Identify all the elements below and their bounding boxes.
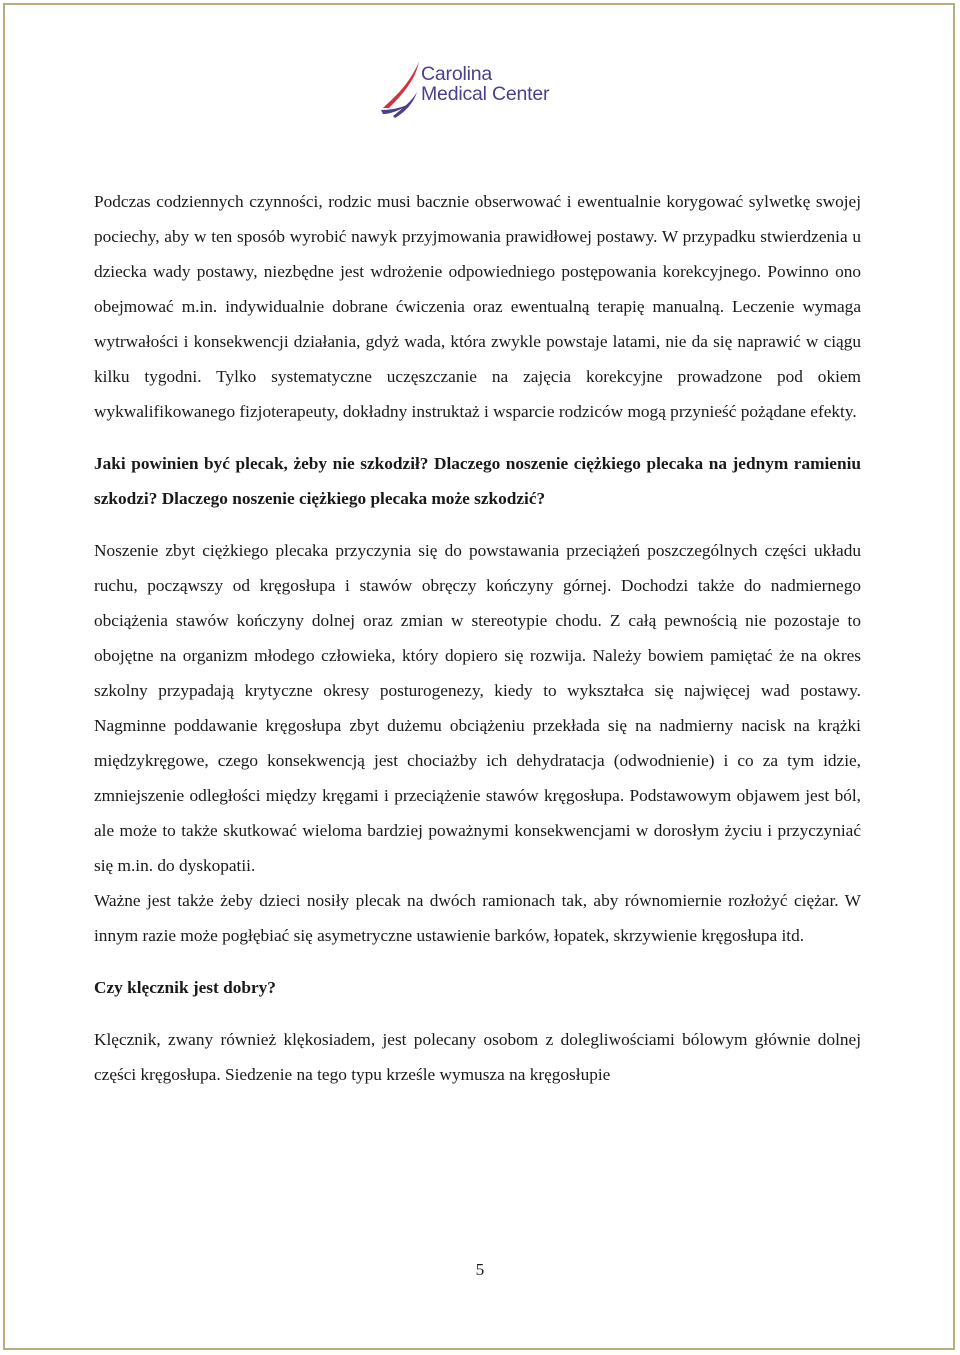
paragraph-posture-correction: Podczas codziennych czynności, rodzic musi bacznie obserwować i ewentualnie korygować sylwetkę swojej pociechy, aby w ten sposób wyrobić nawyk przyjmowania prawidłowej postawy. W przypadku stwierdzenia u dziecka wady postawy, niezbędne jest wdrożenie odpowiedniego postępowania korekcyjnego. Powinno ono obejmować m.in. indywidualnie dobrane ćwiczenia oraz ewentualną terapię manualną. Leczenie wymaga wytrwałości i konsekwencji działania, gdyż wada, która zwykle powstaje latami, nie da się naprawić w ciągu kilku tygodni. Tylko systematyczne uczęszczanie na zajęcia korekcyjne prowadzone pod okiem wykwalifikowanego fizjoterapeuty, dokładny instruktaż i wsparcie rodziców mogą przynieść pożądane efekty. xyxy=(94,192,861,421)
paragraph-two-straps: Ważne jest także żeby dzieci nosiły plecak na dwóch ramionach tak, aby równomiernie rozłożyć ciężar. W innym razie może pogłębiać się asymetryczne ustawienie barków, łopatek, skrzywienie kręgosłupa itd. xyxy=(94,891,861,945)
page-number: 5 xyxy=(475,1260,485,1279)
document-body xyxy=(94,184,861,1092)
heading-backpack: Jaki powinien być plecak, żeby nie szkodził? Dlaczego noszenie ciężkiego plecaka na jednym ramieniu szkodzi? Dlaczego noszenie ciężkiego plecaka może szkodzić? xyxy=(94,454,861,508)
logo-swoosh-icon xyxy=(381,58,425,120)
logo-text-line1: Carolina xyxy=(421,63,493,85)
heading-kneeling-chair: Czy klęcznik jest dobry? xyxy=(94,978,276,997)
logo-text-line2: Medical Center xyxy=(421,83,550,105)
carolina-medical-center-logo xyxy=(381,58,581,120)
paragraph-heavy-backpack: Noszenie zbyt ciężkiego plecaka przyczynia się do powstawania przeciążeń poszczególnych części układu ruchu, począwszy od kręgosłupa i stawów obręczy kończyny górnej. Dochodzi także do nadmiernego obciążenia stawów kończyny dolnej oraz zmian w stereotypie chodu. Z całą pewnością nie pozostaje to obojętne na organizm młodego człowieka, który dopiero się rozwija. Należy bowiem pamiętać że na okres szkolny przypadają krytyczne okresy posturogenezy, kiedy to wykształca się najwięcej wad postawy. Nagminne poddawanie kręgosłupa zbyt dużemu obciążeniu przekłada się na nadmierny nacisk na krążki międzykręgowe, czego konsekwencją jest chociażby ich dehydratacja (odwodnienie) i co za tym idzie, zmniejszenie odległości między kręgami i przeciążenie stawów kręgosłupa. Podstawowym objawem jest ból, ale może to także skutkować wieloma bardziej poważnymi konsekwencjami w dorosłym życiu i przyczyniać się m.in. do dyskopatii. xyxy=(94,541,861,875)
paragraph-kneeling-chair: Klęcznik, zwany również klękosiadem, jest polecany osobom z dolegliwościami bólowym głównie dolnej części kręgosłupa. Siedzenie na tego typu krześle wymusza na kręgosłupie xyxy=(94,1030,861,1084)
